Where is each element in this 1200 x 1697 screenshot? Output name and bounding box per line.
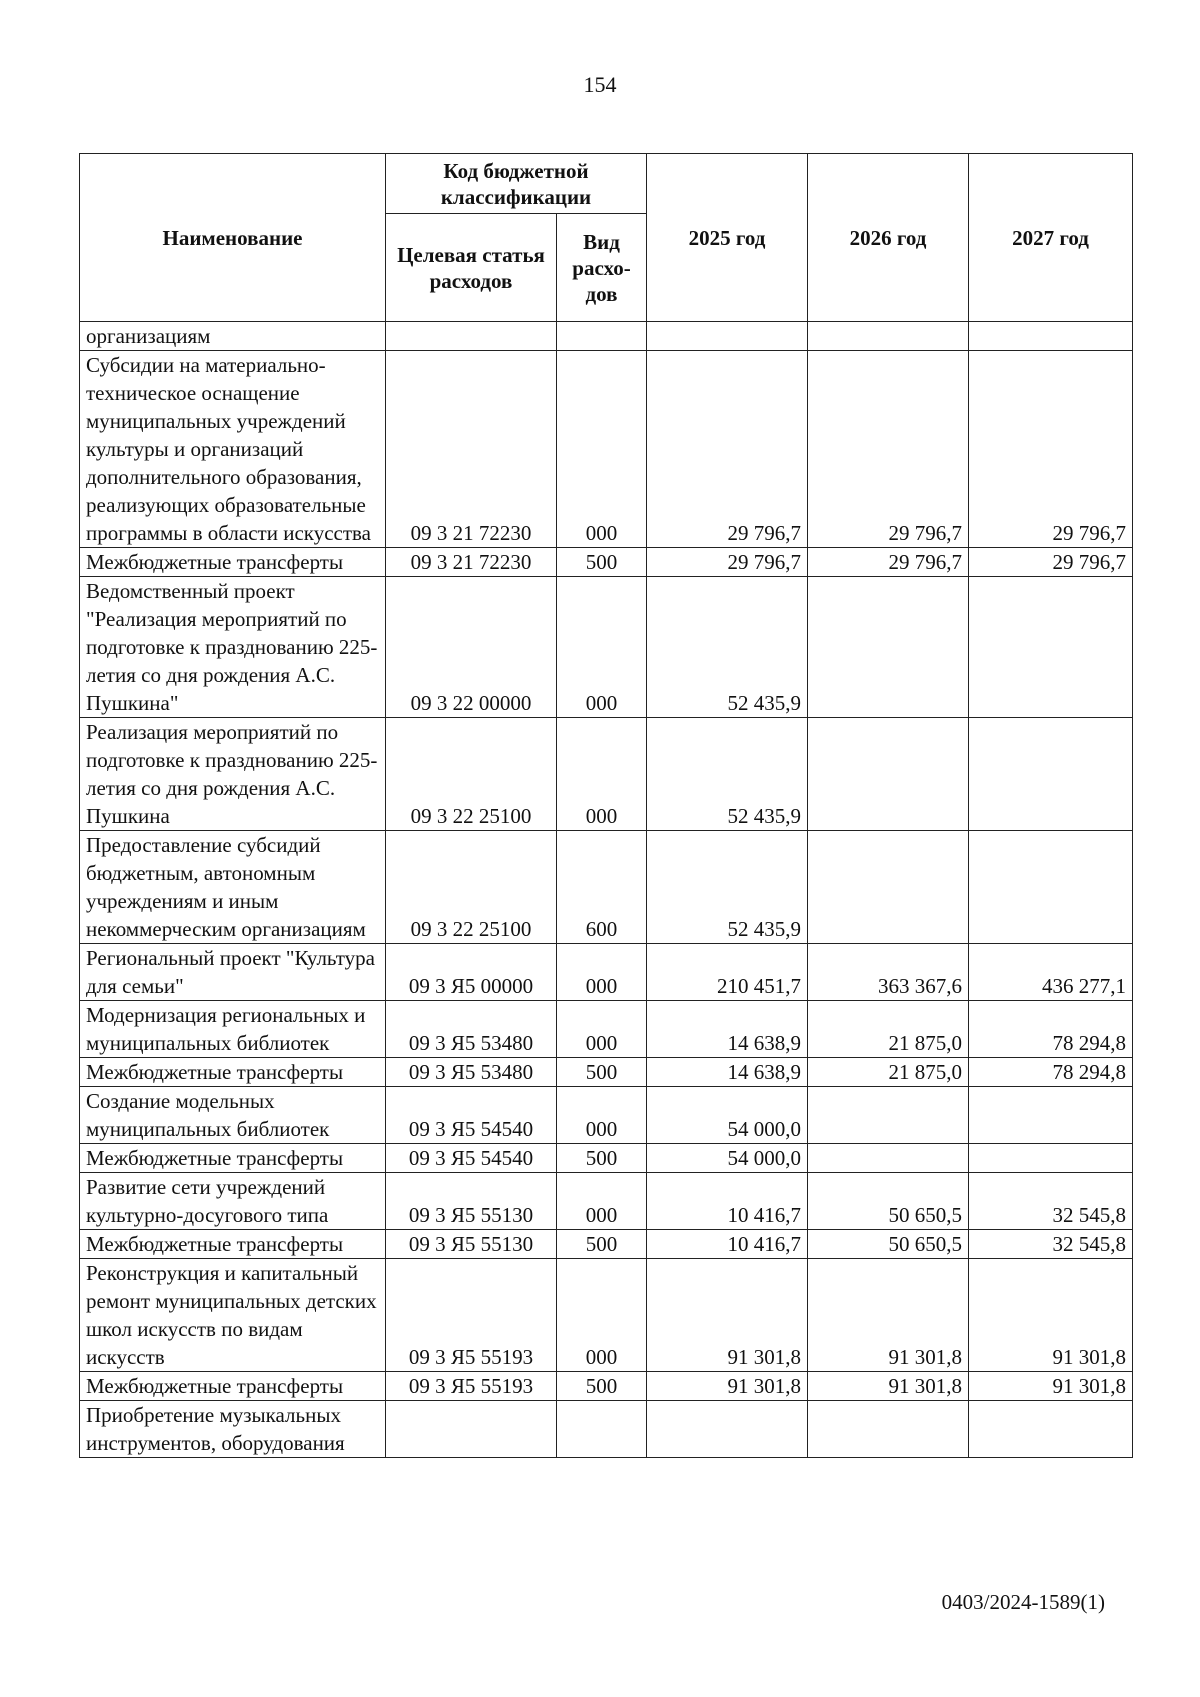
row-name: Межбюджетные трансферты — [80, 1058, 386, 1087]
row-2027: 78 294,8 — [969, 1001, 1133, 1058]
row-expense-type: 000 — [557, 718, 647, 831]
row-target-article: 09 3 Я5 00000 — [386, 944, 557, 1001]
row-expense-type: 000 — [557, 944, 647, 1001]
row-target-article: 09 3 22 00000 — [386, 577, 557, 718]
table-row — [80, 831, 1133, 944]
row-2026 — [808, 718, 969, 831]
row-expense-type: 000 — [557, 1001, 647, 1058]
row-2025: 10 416,7 — [647, 1173, 808, 1230]
row-expense-type: 000 — [557, 577, 647, 718]
row-2027: 91 301,8 — [969, 1259, 1133, 1372]
row-2025: 10 416,7 — [647, 1230, 808, 1259]
row-name: Создание модельных муниципальных библиотек — [80, 1087, 386, 1144]
table-body — [80, 322, 1133, 1458]
row-2026 — [808, 577, 969, 718]
row-expense-type: 500 — [557, 1144, 647, 1173]
header-name: Наименование — [80, 154, 386, 322]
table-row — [80, 718, 1133, 831]
budget-table — [79, 153, 1133, 1458]
table-row — [80, 1401, 1133, 1458]
row-name: Межбюджетные трансферты — [80, 548, 386, 577]
row-target-article: 09 3 Я5 55193 — [386, 1372, 557, 1401]
row-2025: 14 638,9 — [647, 1001, 808, 1058]
table-row — [80, 1001, 1133, 1058]
row-name: Реконструкция и капитальный ремонт муниципальных детских школ искусств по видам искусств — [80, 1259, 386, 1372]
row-2025: 54 000,0 — [647, 1144, 808, 1173]
row-name: Ведомственный проект "Реализация мероприятий по подготовке к празднованию 225-летия со дня рождения А.С. Пушкина" — [80, 577, 386, 718]
row-target-article: 09 3 21 72230 — [386, 548, 557, 577]
row-2025: 52 435,9 — [647, 718, 808, 831]
table-row — [80, 322, 1133, 351]
row-target-article: 09 3 Я5 55193 — [386, 1259, 557, 1372]
row-target-article — [386, 322, 557, 351]
header-target-article: Целевая статья расходов — [386, 214, 557, 322]
table-row — [80, 1144, 1133, 1173]
row-2027: 78 294,8 — [969, 1058, 1133, 1087]
row-2025: 54 000,0 — [647, 1087, 808, 1144]
row-expense-type: 500 — [557, 548, 647, 577]
row-2025: 91 301,8 — [647, 1372, 808, 1401]
row-target-article: 09 3 Я5 55130 — [386, 1230, 557, 1259]
row-2026: 363 367,6 — [808, 944, 969, 1001]
row-2026: 91 301,8 — [808, 1259, 969, 1372]
row-expense-type — [557, 322, 647, 351]
row-name: Межбюджетные трансферты — [80, 1144, 386, 1173]
row-2025 — [647, 1401, 808, 1458]
header-expense-type: Вид расхо-дов — [557, 214, 647, 322]
row-expense-type: 600 — [557, 831, 647, 944]
row-2025: 52 435,9 — [647, 577, 808, 718]
row-2025 — [647, 322, 808, 351]
row-target-article: 09 3 Я5 53480 — [386, 1058, 557, 1087]
row-expense-type — [557, 1401, 647, 1458]
row-target-article: 09 3 Я5 54540 — [386, 1087, 557, 1144]
row-2027: 29 796,7 — [969, 351, 1133, 548]
row-expense-type: 500 — [557, 1230, 647, 1259]
row-2026 — [808, 1401, 969, 1458]
table-row — [80, 548, 1133, 577]
document-registration-code: 0403/2024-1589(1) — [941, 1590, 1105, 1614]
row-2026: 50 650,5 — [808, 1173, 969, 1230]
table-row — [80, 1058, 1133, 1087]
row-name: Региональный проект "Культура для семьи" — [80, 944, 386, 1001]
row-2027 — [969, 718, 1133, 831]
row-2027: 32 545,8 — [969, 1230, 1133, 1259]
header-2025: 2025 год — [647, 154, 808, 322]
table-row — [80, 1259, 1133, 1372]
row-2027 — [969, 1144, 1133, 1173]
row-expense-type: 000 — [557, 351, 647, 548]
header-kbk: Код бюджетной классификации — [386, 154, 647, 214]
row-expense-type: 000 — [557, 1087, 647, 1144]
row-2026 — [808, 1144, 969, 1173]
row-2025: 29 796,7 — [647, 351, 808, 548]
row-target-article: 09 3 Я5 54540 — [386, 1144, 557, 1173]
row-2027 — [969, 831, 1133, 944]
row-2026 — [808, 322, 969, 351]
table-row — [80, 577, 1133, 718]
table-row — [80, 1087, 1133, 1144]
row-2027 — [969, 322, 1133, 351]
row-2026: 21 875,0 — [808, 1058, 969, 1087]
page-number: 154 — [583, 72, 617, 97]
row-2027 — [969, 1401, 1133, 1458]
row-name: организациям — [80, 322, 386, 351]
header-2027: 2027 год — [969, 154, 1133, 322]
table-row — [80, 1372, 1133, 1401]
table-row — [80, 1173, 1133, 1230]
row-expense-type: 500 — [557, 1058, 647, 1087]
row-name: Субсидии на материально-техническое оснащение муниципальных учреждений культуры и организаций дополнительного образования, реализующих образовательные программы в области искусства — [80, 351, 386, 548]
row-2025: 29 796,7 — [647, 548, 808, 577]
row-2026 — [808, 831, 969, 944]
row-name: Приобретение музыкальных инструментов, оборудования — [80, 1401, 386, 1458]
row-2026: 91 301,8 — [808, 1372, 969, 1401]
row-target-article: 09 3 22 25100 — [386, 831, 557, 944]
table-row — [80, 351, 1133, 548]
row-2027 — [969, 577, 1133, 718]
row-target-article: 09 3 Я5 53480 — [386, 1001, 557, 1058]
row-2026: 50 650,5 — [808, 1230, 969, 1259]
row-target-article — [386, 1401, 557, 1458]
row-target-article: 09 3 21 72230 — [386, 351, 557, 548]
row-2027: 32 545,8 — [969, 1173, 1133, 1230]
row-2025: 14 638,9 — [647, 1058, 808, 1087]
row-2025: 52 435,9 — [647, 831, 808, 944]
row-2027: 29 796,7 — [969, 548, 1133, 577]
row-name: Межбюджетные трансферты — [80, 1230, 386, 1259]
table-row — [80, 1230, 1133, 1259]
row-name: Модернизация региональных и муниципальных библиотек — [80, 1001, 386, 1058]
header-2026: 2026 год — [808, 154, 969, 322]
table-row — [80, 944, 1133, 1001]
row-2025: 210 451,7 — [647, 944, 808, 1001]
row-2027: 91 301,8 — [969, 1372, 1133, 1401]
row-2026: 29 796,7 — [808, 351, 969, 548]
row-2026: 29 796,7 — [808, 548, 969, 577]
row-name: Межбюджетные трансферты — [80, 1372, 386, 1401]
row-2026 — [808, 1087, 969, 1144]
row-target-article: 09 3 22 25100 — [386, 718, 557, 831]
row-2025: 91 301,8 — [647, 1259, 808, 1372]
table-header — [80, 154, 1133, 322]
row-expense-type: 000 — [557, 1173, 647, 1230]
row-2027 — [969, 1087, 1133, 1144]
row-2027: 436 277,1 — [969, 944, 1133, 1001]
row-name: Развитие сети учреждений культурно-досугового типа — [80, 1173, 386, 1230]
row-expense-type: 000 — [557, 1259, 647, 1372]
row-name: Предоставление субсидий бюджетным, автономным учреждениям и иным некоммерческим организациям — [80, 831, 386, 944]
row-expense-type: 500 — [557, 1372, 647, 1401]
row-name: Реализация мероприятий по подготовке к празднованию 225-летия со дня рождения А.С. Пушкина — [80, 718, 386, 831]
row-target-article: 09 3 Я5 55130 — [386, 1173, 557, 1230]
row-2026: 21 875,0 — [808, 1001, 969, 1058]
